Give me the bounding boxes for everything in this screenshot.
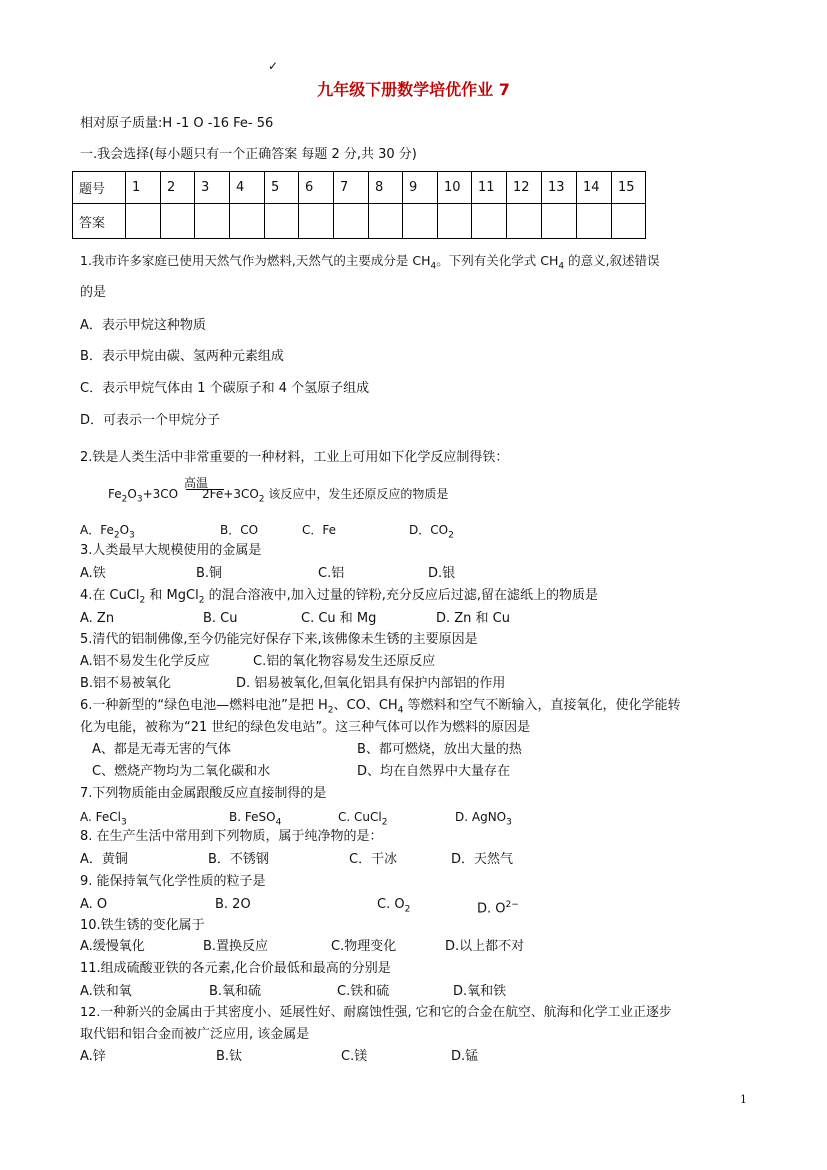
q10-option-d: D.以上都不对 bbox=[445, 939, 525, 954]
q8-option-d: D．天然气 bbox=[451, 852, 514, 867]
q1-stem-cont: 的是 bbox=[80, 285, 107, 300]
q11-option-a: A.铁和氧 bbox=[80, 984, 132, 999]
table-cell: 8 bbox=[369, 172, 403, 204]
q2-stem: 2.铁是人类生活中非常重要的一种材料，工业上可用如下化学反应制得铁： bbox=[80, 450, 509, 465]
table-cell: 12 bbox=[507, 172, 542, 204]
answer-cell[interactable] bbox=[612, 204, 646, 239]
q10-option-c: C.物理变化 bbox=[331, 939, 397, 954]
q6-stem: 6.一种新型的“绿色电池—燃料电池”是把 $H_2$、CO、$CH_4$ 等燃料和空气不断输入，直接氧化，使化学能转 bbox=[80, 698, 681, 716]
q9-option-c: C. $O_2$ bbox=[377, 897, 411, 915]
answer-cell[interactable] bbox=[126, 204, 161, 239]
q6-option-c: C、燃烧产物均为二氧化碳和水 bbox=[92, 764, 271, 779]
q10-option-a: A.缓慢氧化 bbox=[80, 939, 145, 954]
q5-option-b: B.铝不易被氧化 bbox=[80, 676, 172, 691]
q6-option-a: A、都是无毒无害的气体 bbox=[92, 742, 231, 757]
q6-stem-cont: 化为电能，被称为“21 世纪的绿色发电站”。这三种气体可以作为燃料的原因是 bbox=[80, 720, 531, 735]
q4-stem: 4.在 CuCl$_2$ 和 MgCl$_2$ 的混合溶液中,加入过量的锌粉,充分反应后过滤,留在滤纸上的物质是 bbox=[80, 588, 598, 606]
q2-equation-right: $2Fe+3CO_2$ 该反应中，发生还原反应的物质是 bbox=[202, 487, 449, 505]
check-mark: ✓ bbox=[268, 59, 279, 73]
answer-cell[interactable] bbox=[542, 204, 577, 239]
q8-option-b: B．不锈钢 bbox=[208, 852, 269, 867]
q4-option-a: A. Zn bbox=[80, 611, 115, 626]
table-cell: 13 bbox=[542, 172, 577, 204]
q7-option-a: A. FeCl$_3$ bbox=[80, 810, 127, 828]
q12-stem-cont: 取代铝和铝合金而被广泛应用, 该金属是 bbox=[80, 1027, 310, 1042]
q1-option-a: A．表示甲烷这种物质 bbox=[80, 318, 206, 333]
q6-option-d: D、均在自然界中大量存在 bbox=[357, 764, 511, 779]
page-number: 1 bbox=[740, 1093, 747, 1106]
answer-cell[interactable] bbox=[577, 204, 612, 239]
q2-option-a: A．$Fe_2O_3$ bbox=[80, 523, 135, 541]
q12-stem: 12.一种新兴的金属由于其密度小、延展性好、耐腐蚀性强, 它和它的合金在航空、航海和化学工业正逐步 bbox=[80, 1005, 672, 1020]
q1-option-d: D．可表示一个甲烷分子 bbox=[80, 413, 221, 428]
answer-cell[interactable] bbox=[438, 204, 472, 239]
q5-stem: 5.清代的铝制佛像,至今仍能完好保存下来,该佛像未生锈的主要原因是 bbox=[80, 632, 478, 647]
q3-option-a: A.铁 bbox=[80, 566, 106, 581]
table-row bbox=[73, 204, 646, 239]
q12-option-d: D.锰 bbox=[451, 1049, 479, 1064]
table-cell: 题号 bbox=[73, 172, 126, 204]
q11-option-d: D.氧和铁 bbox=[453, 984, 507, 999]
q6-option-b: B、都可燃烧，放出大量的热 bbox=[357, 742, 522, 757]
q2-equation-left: $Fe_2O_3+3CO$ bbox=[108, 487, 179, 505]
q12-option-a: A.锌 bbox=[80, 1049, 106, 1064]
table-row bbox=[73, 172, 646, 204]
answer-cell[interactable] bbox=[161, 204, 195, 239]
q9-option-a: A. O bbox=[80, 897, 108, 912]
q9-option-b: B. 2O bbox=[215, 897, 251, 912]
q1-option-c: C．表示甲烷气体由 1 个碳原子和 4 个氢原子组成 bbox=[80, 381, 370, 396]
q11-option-c: C.铁和硫 bbox=[337, 984, 390, 999]
q12-option-c: C.镁 bbox=[341, 1049, 368, 1064]
q5-option-d: D. 铝易被氧化,但氧化铝具有保护内部铝的作用 bbox=[236, 676, 506, 691]
answer-cell[interactable] bbox=[334, 204, 369, 239]
q8-option-a: A．黄铜 bbox=[80, 852, 128, 867]
answer-cell[interactable] bbox=[265, 204, 299, 239]
q10-option-b: B.置换反应 bbox=[203, 939, 269, 954]
q7-option-d: D. AgNO$_3$ bbox=[455, 810, 512, 828]
answer-cell[interactable] bbox=[403, 204, 438, 239]
table-cell: 14 bbox=[577, 172, 612, 204]
table-cell: 6 bbox=[299, 172, 334, 204]
q7-option-b: B. FeSO$_4$ bbox=[229, 810, 282, 828]
q9-stem: 9. 能保持氧气化学性质的粒子是 bbox=[80, 874, 266, 889]
answer-cell[interactable] bbox=[369, 204, 403, 239]
q4-option-b: B. Cu bbox=[203, 611, 238, 626]
q4-option-c: C. Cu 和 Mg bbox=[301, 611, 377, 626]
q7-stem: 7.下列物质能由金属跟酸反应直接制得的是 bbox=[80, 786, 327, 801]
answer-cell[interactable] bbox=[195, 204, 230, 239]
q3-stem: 3.人类最早大规模使用的金属是 bbox=[80, 543, 262, 558]
q2-option-c: C．Fe bbox=[302, 523, 337, 537]
q8-option-c: C．干冰 bbox=[349, 852, 398, 867]
q1-stem: 1.我市许多家庭已使用天然气作为燃料,天然气的主要成分是 $CH_4$。下列有关化学式 $CH_4$ 的意义,叙述错误 bbox=[80, 253, 660, 272]
table-cell: 7 bbox=[334, 172, 369, 204]
table-cell: 10 bbox=[438, 172, 472, 204]
table-cell: 4 bbox=[230, 172, 265, 204]
q8-stem: 8. 在生产生活中常用到下列物质，属于纯净物的是： bbox=[80, 829, 383, 844]
q3-option-d: D.银 bbox=[428, 566, 456, 581]
table-cell: 9 bbox=[403, 172, 438, 204]
q3-option-b: B.铜 bbox=[196, 566, 223, 581]
q2-option-b: B．CO bbox=[220, 523, 259, 537]
q10-stem: 10.铁生锈的变化属于 bbox=[80, 918, 205, 933]
page-title: 九年级下册数学培优作业 7 bbox=[317, 80, 510, 99]
q5-option-c: C.铝的氧化物容易发生还原反应 bbox=[253, 654, 436, 669]
answer-cell[interactable] bbox=[507, 204, 542, 239]
table-cell: 2 bbox=[161, 172, 195, 204]
table-cell: 1 bbox=[126, 172, 161, 204]
section-heading: 一.我会选择(每小题只有一个正确答案 每题 2 分,共 30 分) bbox=[80, 147, 417, 162]
table-cell: 15 bbox=[612, 172, 646, 204]
q3-option-c: C.铝 bbox=[318, 566, 345, 581]
q11-option-b: B.氧和硫 bbox=[209, 984, 262, 999]
answer-cell[interactable] bbox=[299, 204, 334, 239]
q4-option-d: D. Zn 和 Cu bbox=[436, 611, 511, 626]
q5-option-a: A.铝不易发生化学反应 bbox=[80, 654, 210, 669]
table-cell: 11 bbox=[472, 172, 507, 204]
answer-cell[interactable] bbox=[472, 204, 507, 239]
q9-option-d: D. $O^{2-}$ bbox=[477, 900, 519, 917]
answer-table bbox=[72, 171, 646, 239]
table-cell: 3 bbox=[195, 172, 230, 204]
q7-option-c: C. CuCl$_2$ bbox=[338, 810, 388, 828]
q11-stem: 11.组成硫酸亚铁的各元素,化合价最低和最高的分别是 bbox=[80, 961, 391, 976]
q1-option-b: B．表示甲烷由碳、氢两种元素组成 bbox=[80, 349, 284, 364]
reaction-condition: 高温 bbox=[184, 476, 209, 490]
q12-option-b: B.钛 bbox=[216, 1049, 243, 1064]
table-cell: 答案 bbox=[73, 204, 126, 239]
answer-cell[interactable] bbox=[230, 204, 265, 239]
q2-option-d: D．$CO_2$ bbox=[409, 523, 454, 541]
atomic-mass-line: 相对原子质量:H -1 O -16 Fe- 56 bbox=[80, 116, 274, 131]
table-cell: 5 bbox=[265, 172, 299, 204]
